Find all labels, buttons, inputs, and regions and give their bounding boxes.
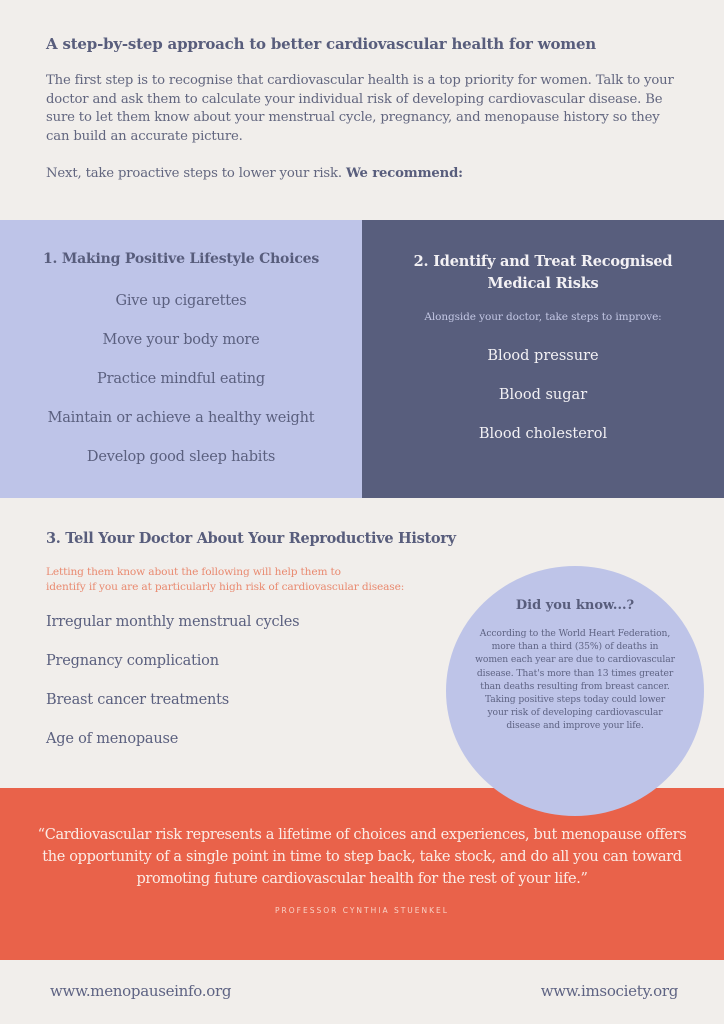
medical-risks-subtitle: Alongside your doctor, take steps to improve: <box>424 311 662 323</box>
list-item: Breast cancer treatments <box>46 692 229 708</box>
medical-risks-title: 2. Identify and Treat Recognised Medical Risks <box>413 253 673 292</box>
medical-risks-panel <box>362 220 724 498</box>
intro-paragraph: The first step is to recognise that cardiovascular health is a top priority for women. Talk to your doctor and ask them to calculate your individual risk of developing cardiovascular disease. Be sure to let them know about your menstrual cycle, pregnancy, and menopause history so they can build an accurate picture. <box>46 73 674 144</box>
list-item: Pregnancy complication <box>46 653 219 669</box>
recommend-line <box>46 165 686 184</box>
lifestyle-title: 1. Making Positive Lifestyle Choices <box>42 251 320 267</box>
recommend-bold: We recommend: <box>345 166 463 181</box>
reproductive-title: 3. Tell Your Doctor About Your Reproductive History <box>46 530 456 547</box>
list-item: Blood pressure <box>487 348 599 364</box>
imsociety-link[interactable]: www.imsociety.org <box>540 982 678 1000</box>
reproductive-history-section <box>46 530 466 765</box>
reproductive-subtitle-line: identify if you are at particularly high risk of cardiovascular disease: <box>46 581 405 593</box>
list-item: Maintain or achieve a healthy weight <box>47 410 315 426</box>
list-item: Develop good sleep habits <box>86 449 276 465</box>
list-item: Give up cigarettes <box>115 293 247 309</box>
lifestyle-list <box>0 282 362 477</box>
quote-band <box>0 788 724 960</box>
reproductive-list <box>46 609 466 765</box>
lifestyle-panel <box>0 220 362 498</box>
did-you-know-circle <box>446 566 704 816</box>
list-item: Blood sugar <box>498 387 588 403</box>
quote-author: PROFESSOR CYNTHIA STUENKEL <box>275 906 449 915</box>
recommend-text: Next, take proactive steps to lower your risk. <box>46 166 346 181</box>
list-item: Irregular monthly menstrual cycles <box>46 614 300 630</box>
reproductive-subtitle <box>46 565 466 595</box>
list-item: Age of menopause <box>46 731 179 747</box>
did-you-know-title: Did you know...? <box>515 598 635 613</box>
did-you-know-body: According to the World Heart Federation, more than a third (35%) of deaths in women each year are due to cardiovascular disease. That's more than 13 times greater than deaths resulting from breast cancer. Taking positive steps today could lower your risk of developing cardiovascular disease and improve your life. <box>475 628 675 732</box>
quote-text: “Cardiovascular risk represents a lifetime of choices and experiences, but menopause offers the opportunity of a single point in time to step back, take stock, and do all you can toward promoting future cardiovascular health for the rest of your life.” <box>37 827 687 887</box>
page-title: A step-by-step approach to better cardiovascular health for women <box>46 35 596 53</box>
footer <box>0 960 724 1024</box>
list-item: Move your body more <box>102 332 260 348</box>
list-item: Blood cholesterol <box>478 426 608 442</box>
list-item: Practice mindful eating <box>97 371 265 387</box>
intro-section <box>46 35 686 184</box>
reproductive-subtitle-line: Letting them know about the following will help them to <box>46 566 341 578</box>
menopauseinfo-link[interactable]: www.menopauseinfo.org <box>50 982 232 1000</box>
medical-risks-list <box>362 337 724 454</box>
